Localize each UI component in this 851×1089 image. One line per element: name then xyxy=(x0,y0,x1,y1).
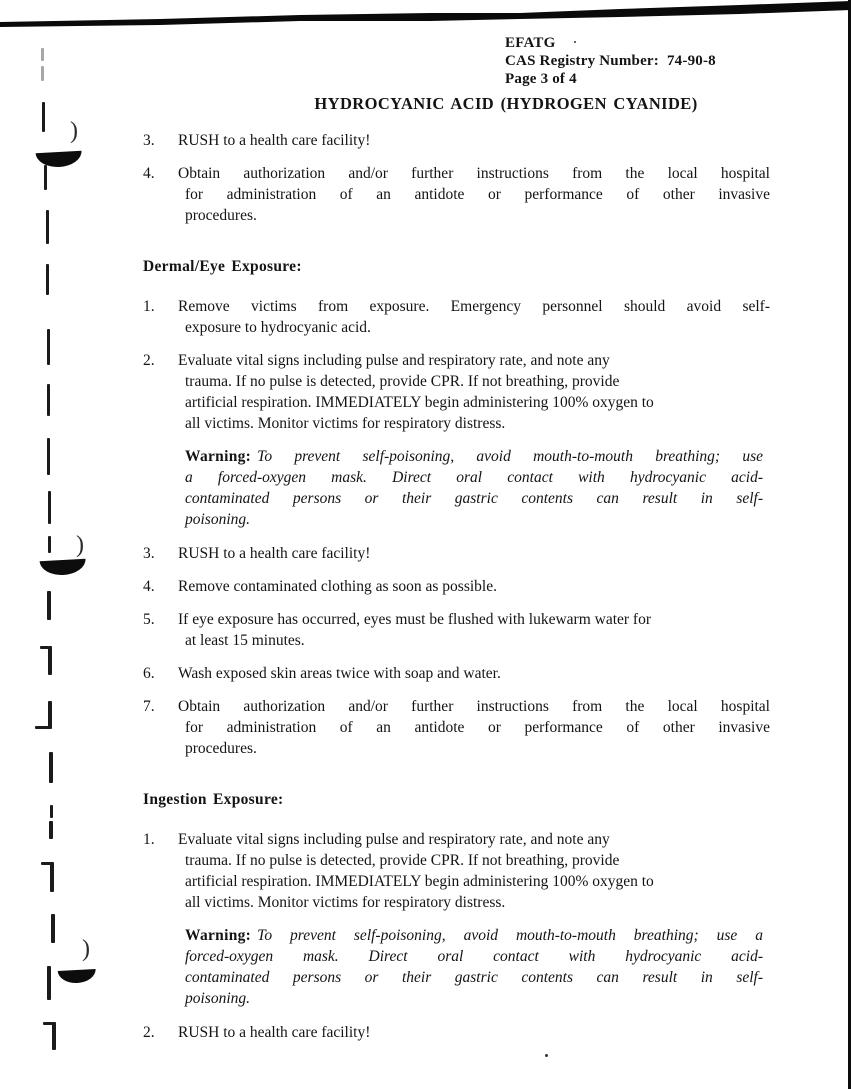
scan-mark-tick xyxy=(48,646,52,675)
item-number: 3. xyxy=(143,545,155,562)
document-header xyxy=(505,34,716,88)
item-line: Evaluate vital signs including pulse and respiratory rate, and note any xyxy=(178,352,610,369)
warning-line: forced-oxygen mask. Direct oral contact with hydrocyanic acid- xyxy=(185,948,763,965)
item-line: for administration of an antidote or performance of other invasive xyxy=(185,719,770,736)
document-body xyxy=(143,130,770,1055)
item-line: all victims. Monitor victims for respiratory distress. xyxy=(185,894,506,911)
item-line: Remove contaminated clothing as soon as possible. xyxy=(178,578,497,595)
list-item xyxy=(143,296,770,338)
list-item xyxy=(143,663,770,684)
item-text xyxy=(178,829,770,913)
scan-mark-tick xyxy=(47,591,51,620)
item-line: Obtain authorization and/or further instructions from the local hospital xyxy=(178,698,770,715)
item-number: 7. xyxy=(143,698,155,715)
scan-top-edge xyxy=(0,0,851,40)
scan-mark-tick xyxy=(42,102,45,132)
scan-mark-tick xyxy=(40,646,49,649)
scan-mark-tick xyxy=(41,862,51,865)
item-line: exposure to hydrocyanic acid. xyxy=(185,319,371,336)
item-text xyxy=(178,1022,770,1043)
scan-mark-tick xyxy=(47,329,50,365)
item-line: Wash exposed skin areas twice with soap and water. xyxy=(178,665,501,682)
item-line: artificial respiration. IMMEDIATELY begin administering 100% oxygen to xyxy=(185,873,654,890)
item-number: 4. xyxy=(143,578,155,595)
item-number: 3. xyxy=(143,132,155,149)
item-line: If eye exposure has occurred, eyes must be flushed with lukewarm water for xyxy=(178,611,652,628)
item-number: 4. xyxy=(143,165,155,182)
list-item xyxy=(143,829,770,913)
list-item xyxy=(143,543,770,564)
item-number: 6. xyxy=(143,665,155,682)
item-line: RUSH to a health care facility! xyxy=(178,545,371,562)
scan-mark-paren: ) xyxy=(82,936,90,962)
scan-mark-tick xyxy=(47,384,50,416)
scan-mark-crescent xyxy=(40,559,87,576)
item-text xyxy=(178,576,770,597)
scan-mark-tick xyxy=(46,210,49,244)
scan-mark-tick xyxy=(49,752,53,783)
item-number: 1. xyxy=(143,831,155,848)
item-line: Obtain authorization and/or further instructions from the local hospital xyxy=(178,165,770,182)
item-line: at least 15 minutes. xyxy=(185,632,305,649)
scan-mark-tick xyxy=(47,966,51,1000)
warning-line: poisoning. xyxy=(185,990,251,1007)
item-text xyxy=(178,296,770,338)
item-line: trauma. If no pulse is detected, provide CPR. If not breathing, provide xyxy=(185,852,620,869)
item-text xyxy=(178,163,770,226)
item-number: 5. xyxy=(143,611,155,628)
scan-mark-paren: ) xyxy=(70,118,78,144)
scan-mark-tick xyxy=(50,805,53,818)
warning-line: a forced-oxygen mask. Direct oral contact with hydrocyanic acid- xyxy=(185,469,763,486)
warning-label: Warning: xyxy=(185,448,252,465)
section-heading: Dermal/Eye Exposure: xyxy=(143,258,302,275)
item-line: Evaluate vital signs including pulse and respiratory rate, and note any xyxy=(178,831,610,848)
scan-mark-tick xyxy=(43,1022,53,1025)
scan-mark-crescent xyxy=(36,151,83,168)
scan-mark-tick xyxy=(48,536,51,553)
item-line: procedures. xyxy=(185,740,257,757)
warning-line: poisoning. xyxy=(185,511,251,528)
list-item xyxy=(143,609,770,651)
item-text xyxy=(178,350,770,434)
scan-mark-tick xyxy=(46,264,49,295)
list-item xyxy=(143,350,770,434)
section-heading: Ingestion Exposure: xyxy=(143,791,284,808)
list-item xyxy=(143,576,770,597)
item-number: 2. xyxy=(143,352,155,369)
warning-label: Warning: xyxy=(185,927,252,944)
header-page-number: Page 3 of 4 xyxy=(505,71,577,87)
item-line: artificial respiration. IMMEDIATELY begin administering 100% oxygen to xyxy=(185,394,654,411)
list-item xyxy=(143,163,770,226)
item-line: procedures. xyxy=(185,207,257,224)
item-line: RUSH to a health care facility! xyxy=(178,132,371,149)
scan-mark-paren: ) xyxy=(76,532,84,558)
item-line: RUSH to a health care facility! xyxy=(178,1024,371,1041)
warning-block xyxy=(185,925,763,1009)
warning-line-text: To prevent self-poisoning, avoid mouth-to-mouth breathing; use xyxy=(257,448,763,465)
scan-mark-tick xyxy=(52,1022,56,1050)
scan-mark-tick xyxy=(51,914,55,943)
scan-mark-tick xyxy=(50,862,54,892)
warning-line-text: To prevent self-poisoning, avoid mouth-to-mouth breathing; use a xyxy=(257,927,763,944)
warning-line: contaminated persons or their gastric contents can result in self- xyxy=(185,969,763,986)
header-cas-number: 74-90-8 xyxy=(666,53,716,69)
header-cas-label: CAS Registry Number: xyxy=(505,53,659,69)
list-item xyxy=(143,1022,770,1043)
warning-line: contaminated persons or their gastric contents can result in self- xyxy=(185,490,763,507)
item-number: 1. xyxy=(143,298,155,315)
item-line: for administration of an antidote or performance of other invasive xyxy=(185,186,770,203)
warning-block xyxy=(185,446,763,530)
item-text xyxy=(178,663,770,684)
scan-mark-tick xyxy=(48,701,52,729)
scan-mark-tick xyxy=(44,165,47,190)
item-text xyxy=(178,130,770,151)
list-item xyxy=(143,130,770,151)
header-org: EFATG xyxy=(505,35,556,51)
item-text xyxy=(178,696,770,759)
scan-mark-crescent xyxy=(58,969,97,984)
scan-mark-tick xyxy=(47,438,50,475)
scan-mark-tick xyxy=(41,48,44,61)
item-number: 2. xyxy=(143,1024,155,1041)
list-item xyxy=(143,696,770,759)
scan-mark-tick xyxy=(41,66,44,81)
scan-mark-tick xyxy=(49,821,53,839)
item-text xyxy=(178,543,770,564)
scan-mark-tick xyxy=(35,726,51,729)
warning-line xyxy=(185,925,763,946)
item-line: trauma. If no pulse is detected, provide CPR. If not breathing, provide xyxy=(185,373,620,390)
item-line: all victims. Monitor victims for respiratory distress. xyxy=(185,415,506,432)
item-text xyxy=(178,609,770,651)
document-title: HYDROCYANIC ACID (HYDROGEN CYANIDE) xyxy=(314,94,698,113)
header-cas xyxy=(505,52,716,70)
scan-mark-tick xyxy=(48,491,51,524)
item-line: Remove victims from exposure. Emergency personnel should avoid self- xyxy=(178,298,770,315)
warning-line xyxy=(185,446,763,467)
